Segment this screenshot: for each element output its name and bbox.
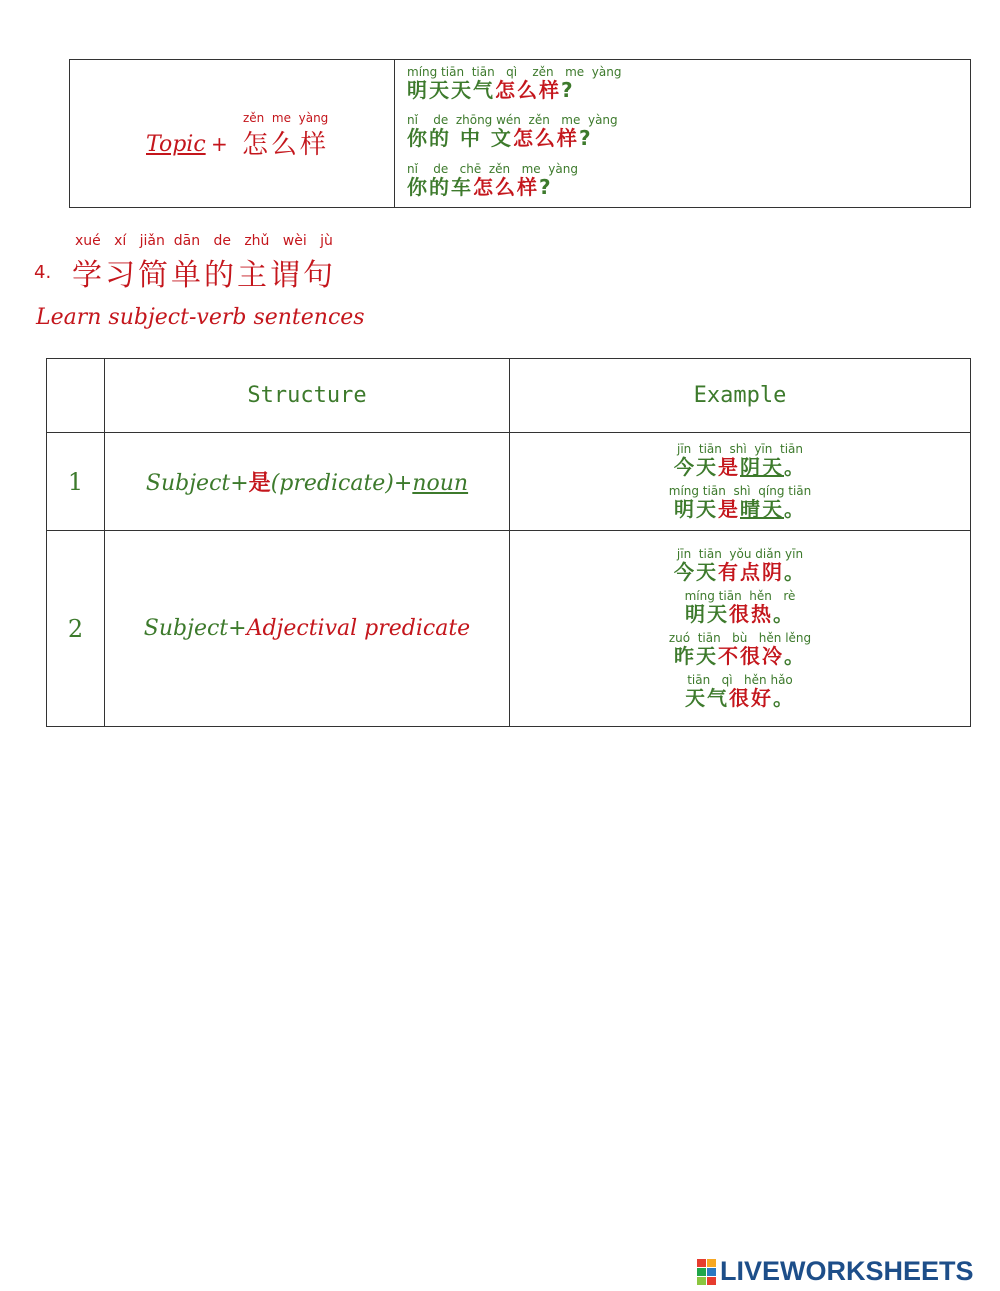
- row-number: 1: [47, 433, 105, 531]
- example-hanzi-red: 不很冷: [718, 643, 784, 668]
- example-pinyin: míng tiān hěn rè: [684, 588, 796, 603]
- example-hanzi: 明天天气: [407, 78, 495, 102]
- example-hanzi-red: 是: [718, 496, 740, 521]
- example-hanzi: 今天: [674, 559, 718, 584]
- noun-label: noun: [412, 471, 469, 496]
- example-hanzi: 昨天: [674, 643, 718, 668]
- example-item: [669, 632, 811, 668]
- section-number: 4.: [34, 262, 52, 283]
- table-row: [47, 433, 971, 531]
- example-pinyin: nǐ de chē zěn me yàng: [407, 162, 578, 176]
- example-pinyin: tiān qì hěn hǎo: [687, 672, 793, 687]
- section-title-pinyin: xué xí jiǎn dān de zhǔ wèi jù: [75, 233, 333, 249]
- logo-text: LIVEWORKSHEETS: [720, 1256, 974, 1286]
- topic-example-3: [407, 163, 578, 199]
- example-hanzi-red: 很热: [729, 601, 773, 626]
- predicate-label: Adjectival predicate: [246, 616, 471, 641]
- row-number: 2: [47, 531, 105, 727]
- example-hanzi: 明天: [685, 601, 729, 626]
- example-item: [674, 443, 806, 479]
- example-punct: 。: [784, 454, 806, 479]
- example-pinyin: míng tiān tiān qì zěn me yàng: [407, 65, 622, 79]
- example-hanzi: 天气: [685, 685, 729, 710]
- shi-label: 是: [248, 471, 271, 496]
- example-punct: ?: [561, 78, 575, 102]
- example-hanzi: 今天: [674, 454, 718, 479]
- example-hanzi: 晴天: [740, 496, 784, 521]
- topic-structure-cell: [70, 60, 395, 207]
- header-example: Example: [510, 359, 971, 433]
- structure-cell: [105, 433, 510, 531]
- example-item: [685, 674, 795, 710]
- example-pinyin: jīn tiān yǒu diǎn yīn: [676, 546, 804, 561]
- predicate-label: (predicate): [270, 471, 394, 496]
- example-pinyin: zuó tiān bù hěn lěng: [668, 630, 812, 645]
- example-hanzi: 阴天: [740, 454, 784, 479]
- example-punct: 。: [784, 559, 806, 584]
- subject-label: Subject: [143, 616, 229, 641]
- section-title: 学习简单的主谓句: [72, 258, 336, 293]
- example-punct: ?: [539, 175, 553, 199]
- structure-cell: [105, 531, 510, 727]
- example-hanzi-red: 有点阴: [718, 559, 784, 584]
- table-row: [47, 531, 971, 727]
- example-item: [685, 590, 796, 626]
- table-header-row: [47, 359, 971, 433]
- topic-examples-cell: [395, 60, 970, 207]
- plus-sign: +: [393, 471, 413, 496]
- example-punct: 。: [773, 601, 795, 626]
- example-pinyin: jīn tiān shì yīn tiān: [676, 441, 804, 456]
- header-blank-cell: [47, 359, 105, 433]
- example-punct: 。: [773, 685, 795, 710]
- header-structure: Structure: [105, 359, 510, 433]
- example-pinyin: nǐ de zhōng wén zěn me yàng: [407, 113, 618, 127]
- topic-label: Topic: [146, 132, 206, 157]
- subject-label: Subject: [145, 471, 231, 496]
- liveworksheets-logo[interactable]: [697, 1256, 974, 1287]
- example-cell: [510, 433, 971, 531]
- example-item: [669, 485, 812, 521]
- section-subtitle: Learn subject-verb sentences: [36, 305, 365, 330]
- plus-sign: +: [211, 132, 228, 156]
- zenmeyang-hanzi: 怎么样: [242, 130, 330, 160]
- topic-example-1: [407, 66, 621, 102]
- example-hanzi-red: 很好: [729, 685, 773, 710]
- zenmeyang-pinyin: zěn me yàng: [243, 111, 329, 125]
- logo-blocks-icon: [697, 1259, 716, 1285]
- example-cell: [510, 531, 971, 727]
- topic-table: [69, 59, 971, 208]
- example-item: [674, 548, 806, 584]
- plus-sign: +: [230, 471, 249, 496]
- example-punct: ?: [578, 126, 593, 150]
- example-hanzi: 明天: [674, 496, 718, 521]
- topic-example-2: [407, 114, 618, 150]
- structure-table: [46, 358, 971, 727]
- example-hanzi-red: 怎么样: [495, 78, 561, 102]
- plus-sign: +: [228, 616, 247, 641]
- example-hanzi: 你的 中 文: [407, 126, 513, 150]
- example-hanzi: 你的车: [407, 175, 473, 199]
- example-pinyin: míng tiān shì qíng tiān: [668, 483, 812, 498]
- example-hanzi-red: 是: [718, 454, 740, 479]
- example-hanzi-red: 怎么样: [473, 175, 539, 199]
- example-hanzi-red: 怎么样: [512, 126, 579, 150]
- example-punct: 。: [784, 496, 806, 521]
- example-punct: 。: [784, 643, 806, 668]
